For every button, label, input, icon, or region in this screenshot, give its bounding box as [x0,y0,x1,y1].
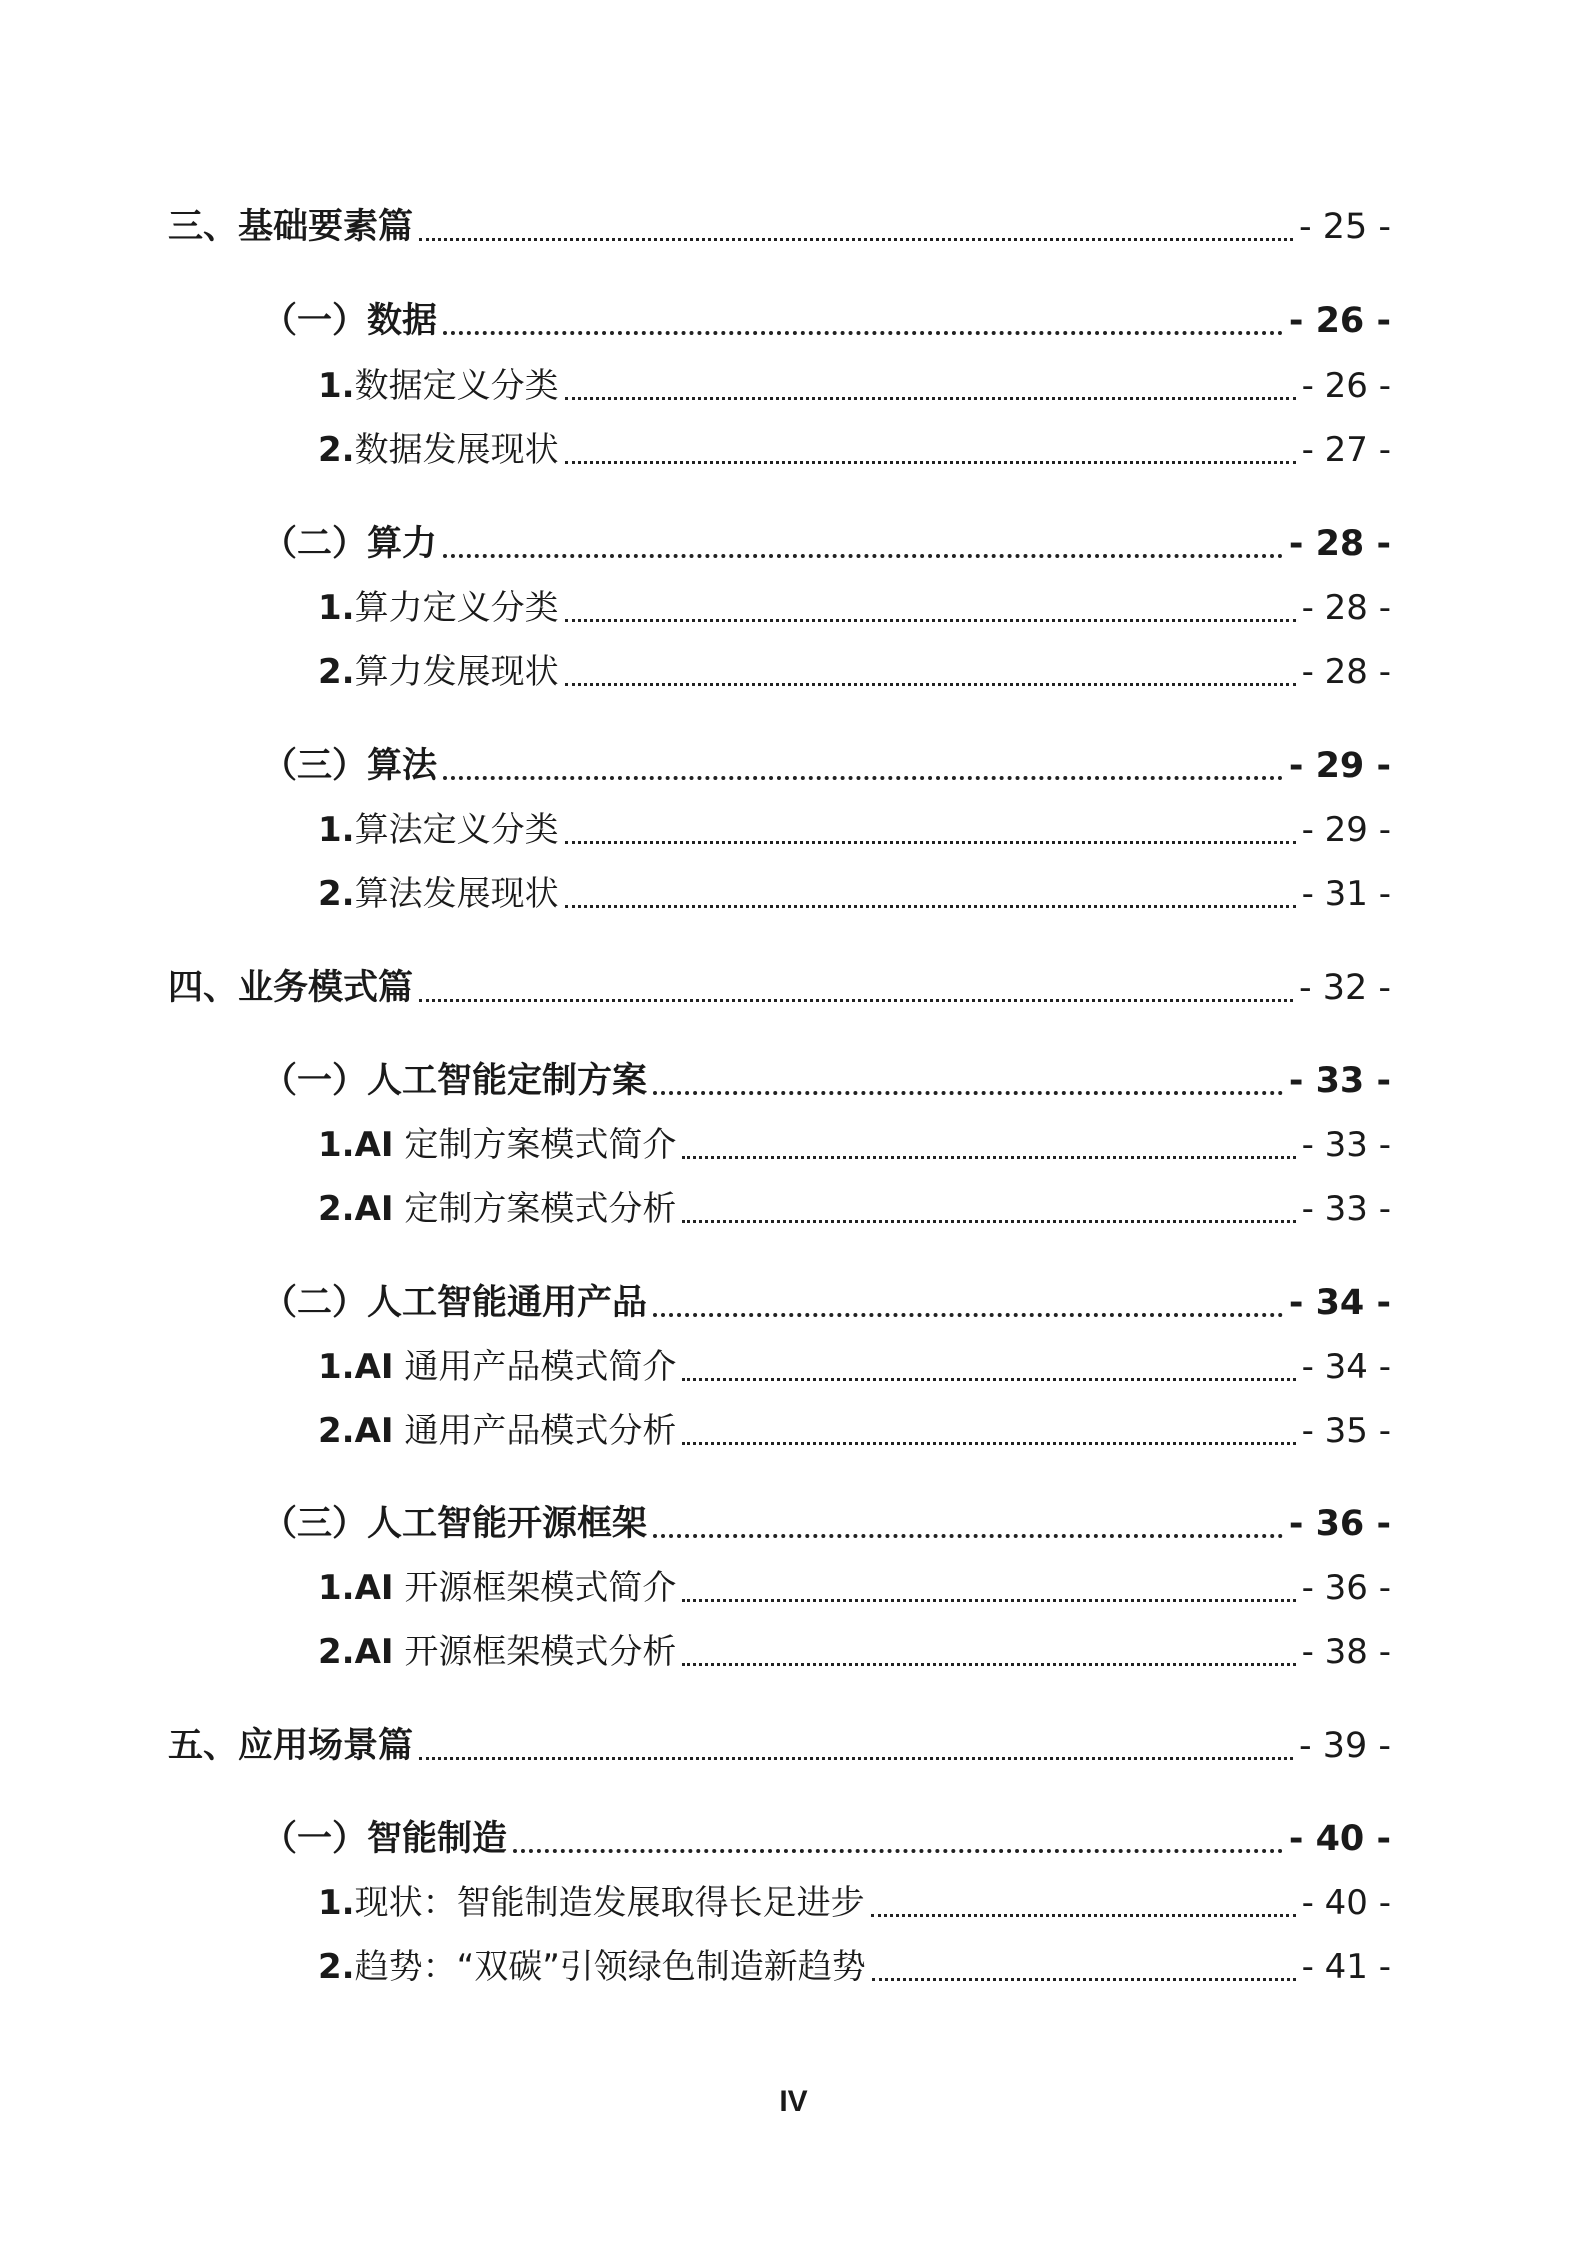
toc-entry-text: 算法定义分类 [354,810,559,850]
toc-entry[interactable] [262,1279,1391,1327]
toc-entry-title: （一）智能制造 [262,1819,508,1859]
toc-entry-title: 三、基础要素篇 [168,207,414,247]
toc-entry-page: - 27 - [1301,430,1391,470]
toc-entry-page: - 33 - [1301,1189,1391,1229]
toc-entry-text: 现状：智能制造发展取得长足进步 [354,1883,865,1923]
toc-entry[interactable] [262,1500,1391,1548]
toc-entry-title [318,1407,676,1455]
dot-leader [419,238,1293,241]
toc-entry-title: 四、业务模式篇 [168,968,414,1008]
dot-leader [682,1599,1295,1602]
dot-leader [565,905,1296,908]
dot-leader [653,1313,1283,1317]
toc-entry-title [318,1343,676,1391]
dot-leader [443,331,1283,335]
toc-entry-text: 通用产品模式分析 [393,1411,677,1451]
toc-entry-page: - 40 - [1288,1819,1391,1859]
toc-entry-page: - 41 - [1301,1947,1391,1987]
toc-entry-page: - 36 - [1301,1568,1391,1608]
toc-entry[interactable] [318,1407,1391,1455]
toc-entry-title [318,1628,676,1676]
dot-leader [565,841,1296,844]
dot-leader [682,1378,1295,1381]
toc-entry-page: - 25 - [1298,207,1391,247]
toc-entry[interactable] [262,297,1391,345]
toc-entry-page: - 35 - [1301,1411,1391,1451]
toc-entry-number: 2.AI [318,1189,394,1229]
dot-leader [682,1220,1295,1223]
toc-entry-title [318,362,559,410]
dot-leader [872,1978,1296,1981]
dot-leader [513,1849,1283,1853]
toc-entry-number: 1.AI [318,1125,394,1165]
toc-entry[interactable] [168,1722,1391,1770]
dot-leader [871,1914,1296,1917]
toc-entry-title: （三）算法 [262,746,438,786]
toc-entry-title [318,806,559,854]
toc-entry[interactable] [318,1121,1391,1169]
toc-entry[interactable] [318,1185,1391,1233]
toc-entry[interactable] [318,1343,1391,1391]
toc-entry[interactable] [262,742,1391,790]
dot-leader [565,397,1296,400]
toc-entry[interactable] [262,520,1391,568]
toc-entry-title [318,648,559,696]
toc-entry[interactable] [318,426,1391,474]
toc-entry-number: 2. [318,430,355,470]
toc-entry-page: - 32 - [1298,968,1391,1008]
toc-entry-number: 2. [318,874,355,914]
toc-entry-title: （一）人工智能定制方案 [262,1061,648,1101]
toc-entry[interactable] [318,648,1391,696]
toc-entry-page: - 31 - [1301,874,1391,914]
toc-entry[interactable] [262,1057,1391,1105]
toc-entry-page: - 26 - [1301,366,1391,406]
toc-entry-text: 开源框架模式分析 [393,1632,677,1672]
toc-entry[interactable] [168,964,1391,1012]
toc-entry-title: （二）算力 [262,524,438,564]
dot-leader [443,776,1283,780]
toc-entry-number: 1. [318,588,355,628]
toc-entry-text: 数据定义分类 [354,366,559,406]
dot-leader [565,619,1296,622]
toc-entry-number: 2.AI [318,1411,394,1451]
toc-entry-title: （二）人工智能通用产品 [262,1283,648,1323]
toc-entry-text: 算力定义分类 [354,588,559,628]
toc-entry[interactable] [318,584,1391,632]
dot-leader [682,1663,1295,1666]
toc-entry-number: 1. [318,810,355,850]
toc-entry-title [318,1943,866,1991]
toc-entry-title [318,1564,676,1612]
toc-entry-page: - 33 - [1288,1061,1391,1101]
dot-leader [419,999,1293,1002]
toc-entry-text: 算力发展现状 [354,652,559,692]
toc-entry-page: - 36 - [1288,1504,1391,1544]
toc-entry-page: - 28 - [1301,588,1391,628]
toc-entry-text: 数据发展现状 [354,430,559,470]
dot-leader [565,461,1296,464]
toc-entry-number: 1.AI [318,1568,394,1608]
toc-entry-page: - 29 - [1288,746,1391,786]
toc-entry-text: 开源框架模式简介 [393,1568,677,1608]
toc-entry[interactable] [318,362,1391,410]
toc-entry-text: 趋势：“双碳”引领绿色制造新趋势 [354,1947,866,1987]
toc-entry-page: - 34 - [1301,1347,1391,1387]
toc-entry-title [318,1185,676,1233]
toc-entry-page: - 28 - [1301,652,1391,692]
toc-entry-title [318,426,559,474]
page-number: IV [779,2085,808,2118]
dot-leader [682,1442,1295,1445]
toc-entry[interactable] [318,806,1391,854]
toc-entry[interactable] [262,1815,1391,1863]
toc-entry[interactable] [318,870,1391,918]
toc-entry-page: - 39 - [1298,1726,1391,1766]
toc-entry-number: 1.AI [318,1347,394,1387]
toc-entry-title: 五、应用场景篇 [168,1726,414,1766]
toc-entry-title [318,584,559,632]
toc-entry-page: - 38 - [1301,1632,1391,1672]
toc-entry-number: 2.AI [318,1632,394,1672]
toc-entry-page: - 29 - [1301,810,1391,850]
toc-entry-number: 2. [318,652,355,692]
toc-entry-text: 定制方案模式简介 [393,1125,677,1165]
dot-leader [653,1091,1283,1095]
toc-entry-page: - 34 - [1288,1283,1391,1323]
toc-entry[interactable] [318,1564,1391,1612]
toc-entry-title [318,1121,676,1169]
toc-entry-number: 1. [318,366,355,406]
dot-leader [565,683,1296,686]
toc-entry[interactable] [168,203,1391,251]
toc-entry-title: （三）人工智能开源框架 [262,1504,648,1544]
toc-entry-text: 定制方案模式分析 [393,1189,677,1229]
toc-entry-text: 通用产品模式简介 [393,1347,677,1387]
toc-entry-number: 1. [318,1883,355,1923]
toc-entry-page: - 40 - [1301,1883,1391,1923]
toc-entry-page: - 26 - [1288,301,1391,341]
toc-entry[interactable] [318,1943,1391,1991]
toc-entry-title [318,1879,865,1927]
dot-leader [653,1534,1283,1538]
dot-leader [419,1757,1293,1760]
dot-leader [443,554,1283,558]
toc-entry-number: 2. [318,1947,355,1987]
dot-leader [682,1156,1295,1159]
toc-entry[interactable] [318,1628,1391,1676]
toc-entry-title [318,870,559,918]
toc-entry-text: 算法发展现状 [354,874,559,914]
toc-entry-page: - 33 - [1301,1125,1391,1165]
toc-entry-page: - 28 - [1288,524,1391,564]
toc-entry[interactable] [318,1879,1391,1927]
toc-entry-title: （一）数据 [262,301,438,341]
